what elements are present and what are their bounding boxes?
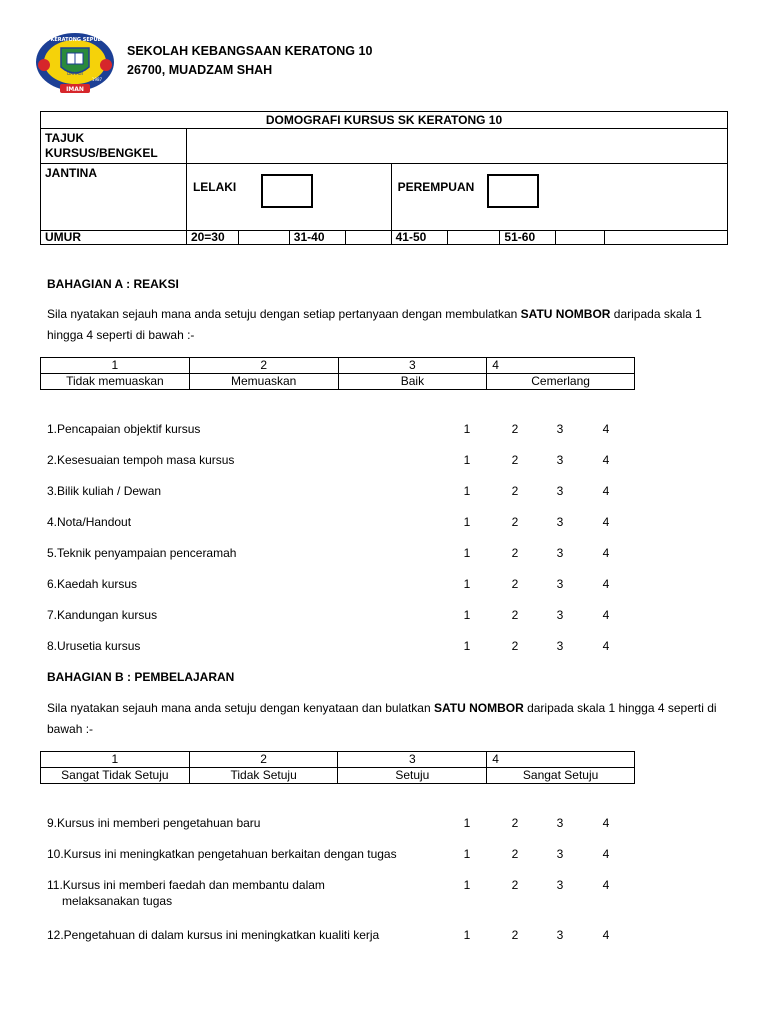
perempuan-checkbox[interactable] [487,174,539,208]
question-text: 1.Pencapaian objektif kursus [47,422,201,436]
school-address: 26700, MUADZAM SHAH [127,63,273,77]
rating-option[interactable]: 3 [556,546,564,560]
rating-option[interactable]: 4 [602,422,610,436]
age-range-label: 51-60 [500,231,556,245]
age-range-checkbox-cell[interactable] [556,231,605,245]
question-text: 7.Kandungan kursus [47,608,158,622]
question-text: 6.Kaedah kursus [47,577,138,591]
age-range-checkbox-cell[interactable] [447,231,500,245]
age-range-checkbox-cell[interactable] [238,231,289,245]
rating-option[interactable]: 2 [511,484,519,498]
question-text: 4.Nota/Handout [47,515,132,529]
rating-option[interactable]: 2 [511,639,519,653]
scale-number: 2 [189,358,338,374]
question-text-continuation: melaksanakan tugas [62,894,173,908]
question-row [47,577,647,593]
question-text: 3.Bilik kuliah / Dewan [47,484,162,498]
rating-option[interactable]: 3 [556,878,564,892]
rating-option[interactable]: 3 [556,639,564,653]
rating-option[interactable]: 1 [463,577,471,591]
rating-option[interactable]: 2 [511,422,519,436]
svg-text:1987: 1987 [91,77,103,82]
lelaki-cell [186,164,391,231]
instruction-text: Sila nyatakan sejauh mana anda setuju dengan kenyataan dan bulatkan [47,701,434,715]
question-row [47,639,647,655]
rating-option[interactable]: 1 [463,878,471,892]
rating-option[interactable]: 4 [602,577,610,591]
question-row [47,515,647,531]
empty-cell [605,231,728,245]
school-name: SEKOLAH KEBANGSAAN KERATONG 10 [127,44,373,58]
rating-option[interactable]: 2 [511,577,519,591]
rating-option[interactable]: 4 [602,484,610,498]
lelaki-label: LELAKI [192,180,237,194]
scale-number: 4 [487,752,635,768]
scale-label: Tidak memuaskan [41,374,190,390]
tajuk-label-cell [41,129,187,164]
rating-option[interactable]: 2 [511,928,519,942]
question-text: 12.Pengetahuan di dalam kursus ini meningkatkan kualiti kerja [47,928,380,942]
rating-option[interactable]: 4 [602,878,610,892]
demographics-title: DOMOGRAFI KURSUS SK KERATONG 10 [41,112,728,129]
scale-number: 3 [338,358,487,374]
rating-option[interactable]: 1 [463,546,471,560]
perempuan-label: PEREMPUAN [397,180,475,194]
instruction-emphasis: SATU NOMBOR [520,307,611,321]
rating-option[interactable]: 1 [463,484,471,498]
instruction-text: daripada skala 1 hingga 4 seperti di bawah :- [47,307,702,342]
rating-option[interactable]: 3 [556,816,564,830]
lelaki-checkbox[interactable] [261,174,313,208]
rating-option[interactable]: 4 [602,928,610,942]
question-text: 8.Urusetia kursus [47,639,141,653]
rating-option[interactable]: 3 [556,608,564,622]
course-title-field[interactable] [186,129,727,164]
scale-number: 4 [487,358,635,374]
svg-text:DAHAGI: DAHAGI [67,71,83,76]
rating-option[interactable]: 4 [602,847,610,861]
scale-label: Memuaskan [189,374,338,390]
age-range-label: 31-40 [289,231,345,245]
section-a-instruction [47,304,717,346]
rating-option[interactable]: 4 [602,816,610,830]
section-b-title: BAHAGIAN B : PEMBELAJARAN [47,670,235,684]
rating-option[interactable]: 3 [556,928,564,942]
question-row [47,546,647,562]
instruction-emphasis: SATU NOMBOR [433,701,524,715]
scale-number: 1 [41,358,190,374]
section-a-title: BAHAGIAN A : REAKSI [47,277,179,291]
instruction-text: Sila nyatakan sejauh mana anda setuju dengan setiap pertanyaan dengan membulatkan [47,307,521,321]
rating-option[interactable]: 4 [602,639,610,653]
kursus-bengkel-label: KURSUS/BENGKEL [45,146,158,160]
question-row [47,484,647,500]
scale-number: 1 [41,752,190,768]
age-range-checkbox-cell[interactable] [345,231,391,245]
question-row [47,422,647,438]
rating-option[interactable]: 2 [511,878,519,892]
rating-option[interactable]: 2 [511,608,519,622]
svg-text:IMAN: IMAN [66,86,84,93]
question-text: 11.Kursus ini memberi faedah dan membantu dalam [47,878,325,892]
umur-label: UMUR [41,231,187,245]
question-text: 2.Kesesuaian tempoh masa kursus [47,453,235,467]
school-logo [34,29,116,97]
scale-label: Baik [338,374,487,390]
scale-label: Sangat Tidak Setuju [41,768,190,784]
section-a-scale-table [40,357,635,390]
scale-label: Setuju [338,768,487,784]
rating-option[interactable]: 1 [463,928,471,942]
svg-text:SK KERATONG SEPULUH: SK KERATONG SEPULUH [41,37,109,43]
rating-option[interactable]: 2 [511,847,519,861]
question-row [47,847,647,863]
question-text: 9.Kursus ini memberi pengetahuan baru [47,816,261,830]
school-crest-icon [34,29,116,97]
rating-option[interactable]: 3 [556,484,564,498]
scale-number: 2 [189,752,338,768]
rating-option[interactable]: 3 [556,515,564,529]
age-range-label: 20=30 [186,231,238,245]
scale-label: Cemerlang [487,374,635,390]
question-row [47,608,647,624]
question-row [47,453,647,469]
rating-option[interactable]: 4 [602,546,610,560]
tajuk-label: TAJUK [45,131,85,145]
scale-number: 3 [338,752,487,768]
rating-option[interactable]: 3 [556,453,564,467]
rating-option[interactable]: 1 [463,608,471,622]
rating-option[interactable]: 3 [556,847,564,861]
perempuan-cell [391,164,727,231]
jantina-label: JANTINA [41,164,187,231]
rating-option[interactable]: 2 [511,515,519,529]
demographics-table [40,111,728,245]
question-row [47,816,647,832]
rating-option[interactable]: 1 [463,422,471,436]
rating-option[interactable]: 1 [463,515,471,529]
rating-option[interactable]: 4 [602,608,610,622]
rating-option[interactable]: 1 [463,847,471,861]
scale-label: Tidak Setuju [189,768,338,784]
question-text: 10.Kursus ini meningkatkan pengetahuan berkaitan dengan tugas [47,847,397,861]
rating-option[interactable]: 4 [602,515,610,529]
rating-option[interactable]: 2 [511,453,519,467]
question-row [47,928,647,944]
rating-option[interactable]: 2 [511,546,519,560]
section-b-scale-table [40,751,635,784]
rating-option[interactable]: 1 [463,639,471,653]
rating-option[interactable]: 3 [556,577,564,591]
section-b-instruction [47,698,717,740]
rating-option[interactable]: 2 [511,816,519,830]
rating-option[interactable]: 1 [463,453,471,467]
question-row [47,878,647,912]
age-range-label: 41-50 [391,231,447,245]
question-text: 5.Teknik penyampaian penceramah [47,546,237,560]
rating-option[interactable]: 1 [463,816,471,830]
rating-option[interactable]: 4 [602,453,610,467]
rating-option[interactable]: 3 [556,422,564,436]
scale-label: Sangat Setuju [487,768,635,784]
instruction-text: daripada skala 1 hingga 4 seperti di bawah :- [47,701,717,736]
